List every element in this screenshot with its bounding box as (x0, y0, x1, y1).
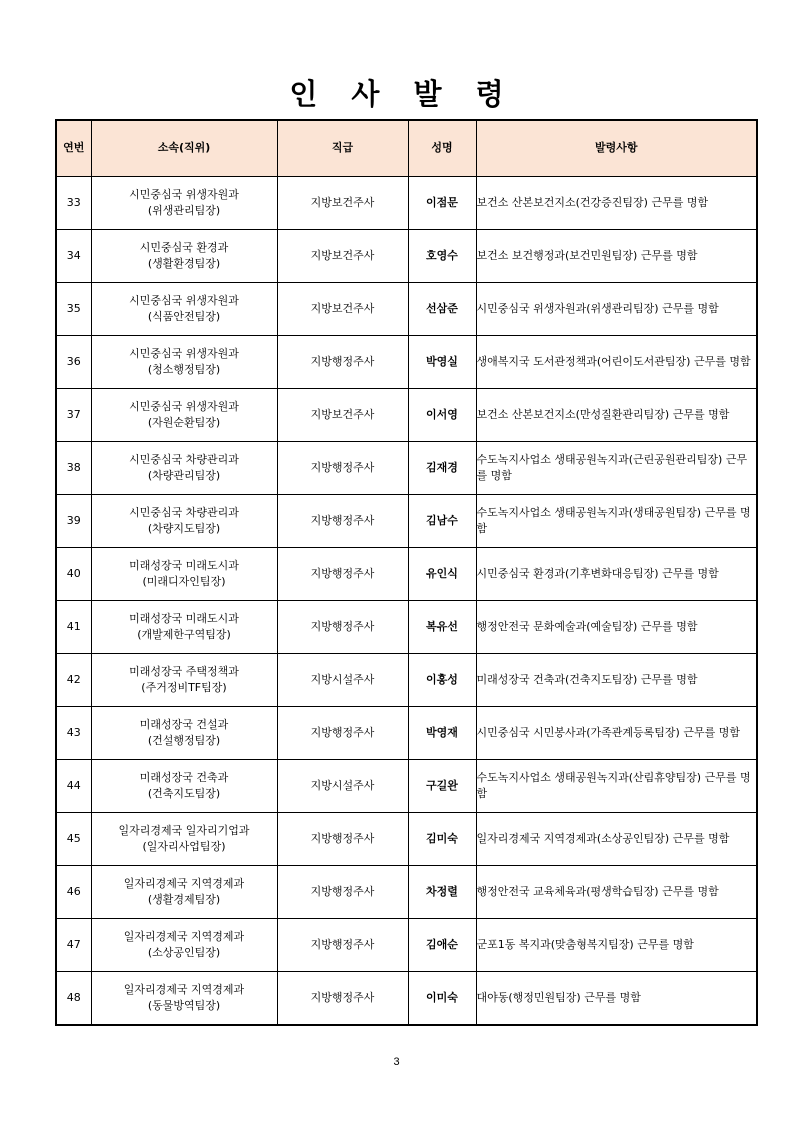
cell-no: 34 (56, 229, 91, 282)
cell-order: 보건소 보건행정과(보건민원팀장) 근무를 명함 (476, 229, 757, 282)
cell-no: 46 (56, 865, 91, 918)
table-row (56, 441, 757, 494)
cell-order: 시민중심국 시민봉사과(가족관계등록팀장) 근무를 명함 (476, 706, 757, 759)
dept-unit: 일자리경제국 일자리기업과 (118, 823, 250, 837)
cell-dept (91, 865, 277, 918)
dept-unit: 시민중심국 차량관리과 (129, 452, 239, 466)
cell-dept (91, 918, 277, 971)
cell-order: 시민중심국 환경과(기후변화대응팀장) 근무를 명함 (476, 547, 757, 600)
table-row (56, 600, 757, 653)
cell-name: 김재경 (408, 441, 476, 494)
cell-order: 일자리경제국 지역경제과(소상공인팀장) 근무를 명함 (476, 812, 757, 865)
cell-dept (91, 600, 277, 653)
cell-name: 박영재 (408, 706, 476, 759)
dept-position: (개발제한구역팀장) (137, 627, 231, 641)
header-name: 성명 (408, 120, 476, 176)
cell-no: 36 (56, 335, 91, 388)
cell-grade: 지방행정주사 (277, 706, 408, 759)
table-row (56, 865, 757, 918)
cell-grade: 지방보건주사 (277, 229, 408, 282)
dept-unit: 시민중심국 위생자원과 (129, 187, 239, 201)
page-title: 인 사 발 령 (289, 77, 516, 111)
cell-order: 대야동(행정민원팀장) 근무를 명함 (476, 971, 757, 1025)
table-row (56, 388, 757, 441)
cell-name: 차정렬 (408, 865, 476, 918)
cell-order: 시민중심국 위생자원과(위생관리팀장) 근무를 명함 (476, 282, 757, 335)
table-row (56, 547, 757, 600)
cell-grade: 지방행정주사 (277, 494, 408, 547)
dept-position: (식품안전팀장) (147, 309, 221, 323)
cell-grade: 지방행정주사 (277, 918, 408, 971)
cell-name: 김남수 (408, 494, 476, 547)
cell-order: 행정안전국 교육체육과(평생학습팀장) 근무를 명함 (476, 865, 757, 918)
table-row (56, 971, 757, 1025)
header-dept: 소속(직위) (91, 120, 277, 176)
table-row (56, 706, 757, 759)
cell-no: 44 (56, 759, 91, 812)
header-no: 연번 (56, 120, 91, 176)
cell-name: 김미숙 (408, 812, 476, 865)
cell-order: 보건소 산본보건지소(만성질환관리팀장) 근무를 명함 (476, 388, 757, 441)
dept-unit: 시민중심국 차량관리과 (129, 505, 239, 519)
dept-unit: 시민중심국 위생자원과 (129, 399, 239, 413)
table-row (56, 176, 757, 229)
cell-dept (91, 759, 277, 812)
cell-grade: 지방시설주사 (277, 759, 408, 812)
cell-no: 33 (56, 176, 91, 229)
dept-unit: 미래성장국 건축과 (139, 770, 229, 784)
appointment-table (55, 119, 758, 1026)
dept-position: (미래디자인팀장) (142, 574, 226, 588)
cell-grade: 지방행정주사 (277, 335, 408, 388)
cell-dept (91, 282, 277, 335)
table-row (56, 282, 757, 335)
dept-unit: 미래성장국 미래도시과 (129, 611, 239, 625)
table-row (56, 494, 757, 547)
cell-no: 37 (56, 388, 91, 441)
header-grade: 직급 (277, 120, 408, 176)
cell-grade: 지방행정주사 (277, 812, 408, 865)
dept-unit: 미래성장국 미래도시과 (129, 558, 239, 572)
dept-position: (위생관리팀장) (147, 203, 221, 217)
cell-grade: 지방시설주사 (277, 653, 408, 706)
cell-no: 47 (56, 918, 91, 971)
cell-order: 수도녹지사업소 생태공원녹지과(생태공원팀장) 근무를 명함 (476, 494, 757, 547)
page-number: 3 (393, 1056, 400, 1068)
dept-unit: 일자리경제국 지역경제과 (123, 876, 245, 890)
table-row (56, 229, 757, 282)
cell-name: 유인식 (408, 547, 476, 600)
cell-order: 수도녹지사업소 생태공원녹지과(산림휴양팀장) 근무를 명함 (476, 759, 757, 812)
dept-position: (동물방역팀장) (147, 998, 221, 1012)
cell-grade: 지방행정주사 (277, 600, 408, 653)
table-row (56, 759, 757, 812)
cell-order: 수도녹지사업소 생태공원녹지과(근린공원관리팀장) 근무를 명함 (476, 441, 757, 494)
cell-dept (91, 812, 277, 865)
table-row (56, 653, 757, 706)
dept-position: (자원순환팀장) (147, 415, 221, 429)
cell-dept (91, 971, 277, 1025)
cell-name: 호영수 (408, 229, 476, 282)
cell-dept (91, 706, 277, 759)
cell-name: 김애순 (408, 918, 476, 971)
dept-unit: 시민중심국 위생자원과 (129, 346, 239, 360)
cell-no: 43 (56, 706, 91, 759)
cell-no: 45 (56, 812, 91, 865)
cell-no: 39 (56, 494, 91, 547)
cell-dept (91, 441, 277, 494)
cell-grade: 지방행정주사 (277, 441, 408, 494)
cell-no: 38 (56, 441, 91, 494)
table-header-row (56, 120, 757, 176)
dept-position: (건축지도팀장) (147, 786, 221, 800)
cell-no: 41 (56, 600, 91, 653)
table-row (56, 812, 757, 865)
dept-unit: 일자리경제국 지역경제과 (123, 982, 245, 996)
dept-unit: 미래성장국 건설과 (139, 717, 229, 731)
cell-dept (91, 388, 277, 441)
cell-dept (91, 547, 277, 600)
cell-order: 생애복지국 도서관정책과(어린이도서관팀장) 근무를 명함 (476, 335, 757, 388)
cell-grade: 지방보건주사 (277, 282, 408, 335)
dept-unit: 일자리경제국 지역경제과 (123, 929, 245, 943)
cell-order: 미래성장국 건축과(건축지도팀장) 근무를 명함 (476, 653, 757, 706)
cell-grade: 지방보건주사 (277, 388, 408, 441)
cell-no: 48 (56, 971, 91, 1025)
cell-grade: 지방행정주사 (277, 865, 408, 918)
dept-position: (생활환경팀장) (147, 256, 221, 270)
cell-dept (91, 229, 277, 282)
cell-name: 박영실 (408, 335, 476, 388)
cell-name: 구길완 (408, 759, 476, 812)
cell-no: 40 (56, 547, 91, 600)
cell-dept (91, 494, 277, 547)
cell-order: 군포1동 복지과(맞춤형복지팀장) 근무를 명함 (476, 918, 757, 971)
cell-dept (91, 653, 277, 706)
dept-position: (청소행정팀장) (147, 362, 221, 376)
dept-position: (일자리사업팀장) (142, 839, 226, 853)
cell-grade: 지방보건주사 (277, 176, 408, 229)
dept-position: (차량지도팀장) (147, 521, 221, 535)
cell-order: 행정안전국 문화예술과(예술팀장) 근무를 명함 (476, 600, 757, 653)
dept-unit: 시민중심국 위생자원과 (129, 293, 239, 307)
cell-dept (91, 335, 277, 388)
header-order: 발령사항 (476, 120, 757, 176)
dept-position: (주거정비TF팀장) (141, 680, 227, 694)
cell-grade: 지방행정주사 (277, 971, 408, 1025)
cell-name: 이홍성 (408, 653, 476, 706)
cell-grade: 지방행정주사 (277, 547, 408, 600)
cell-order: 보건소 산본보건지소(건강증진팀장) 근무를 명함 (476, 176, 757, 229)
cell-no: 35 (56, 282, 91, 335)
dept-unit: 미래성장국 주택정책과 (129, 664, 239, 678)
cell-dept (91, 176, 277, 229)
cell-name: 이미숙 (408, 971, 476, 1025)
cell-name: 이서영 (408, 388, 476, 441)
table-row (56, 918, 757, 971)
cell-name: 복유선 (408, 600, 476, 653)
cell-no: 42 (56, 653, 91, 706)
cell-name: 선삼준 (408, 282, 476, 335)
dept-position: (차량관리팀장) (147, 468, 221, 482)
table-row (56, 335, 757, 388)
dept-position: (소상공인팀장) (147, 945, 221, 959)
dept-unit: 시민중심국 환경과 (139, 240, 229, 254)
dept-position: (생활경제팀장) (147, 892, 221, 906)
dept-position: (건설행정팀장) (147, 733, 221, 747)
cell-name: 이점문 (408, 176, 476, 229)
